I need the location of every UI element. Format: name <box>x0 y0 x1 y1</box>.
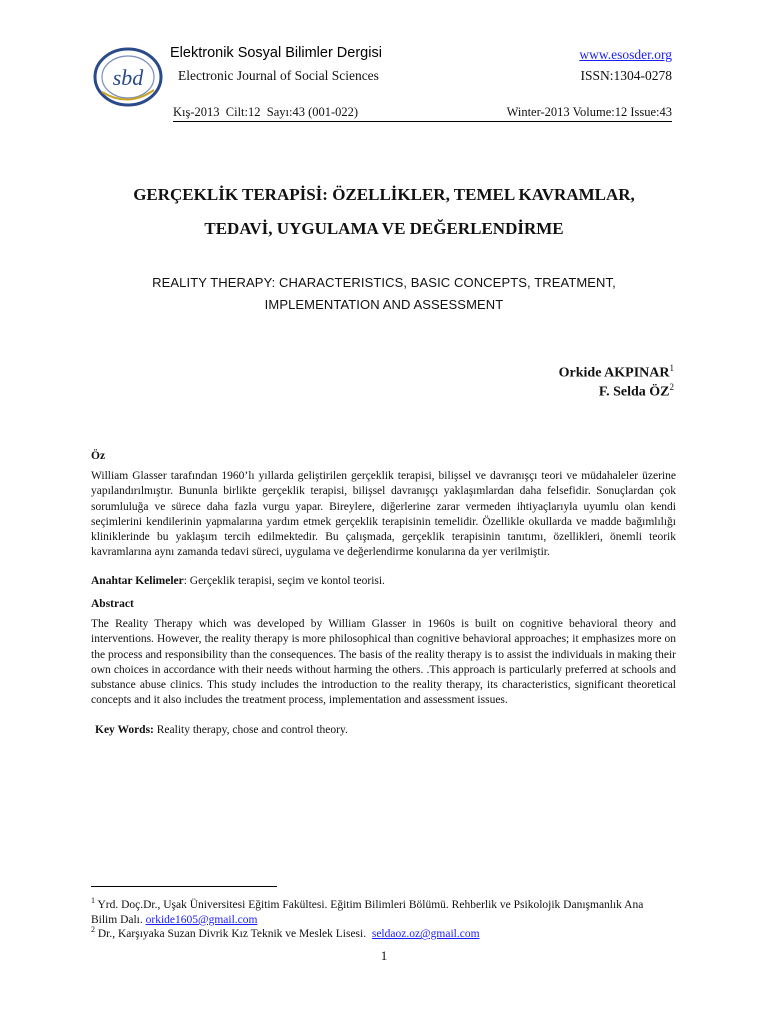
keywords-tr-values: : Gerçeklik terapisi, seçim ve kontol teorisi. <box>183 575 385 587</box>
footnote-2 <box>91 922 651 942</box>
abstract-text: The Reality Therapy which was developed by William Glasser in 1960s is built on cognitive behavioral theory and interventions. However, the reality therapy is more philosophical than cognitive behavioral approaches; it emphasizes more on the process and responsibility than the consequences. The basis of the reality therapy is to assist the individuals in making their own choices in accordance with their needs without harming the others. .This approach is particularly preferred at schools and substance abuse clinics. This study includes the introduction to the reality therapy, its characteristics, significant theoretical concepts and it also includes the treatment process, implementation and assessment issues. <box>91 618 676 707</box>
footnote-rule <box>91 886 277 887</box>
keywords-en-values: Reality therapy, chose and control theory. <box>153 724 348 736</box>
title-tr-line-2: TEDAVİ, UYGULAMA VE DEĞERLENDİRME <box>204 219 564 238</box>
author-1 <box>559 363 674 382</box>
keywords-tr <box>91 575 385 587</box>
oz-heading: Öz <box>91 450 106 462</box>
footnote-2-mark: 2 <box>91 925 95 934</box>
author-2-footnote-mark[interactable]: 2 <box>669 382 674 392</box>
header-rule <box>173 121 672 122</box>
author-2 <box>599 382 674 401</box>
footnote-2-text: Dr., Karşıyaka Suzan Divrik Kız Teknik ve Meslek Lisesi. <box>95 927 372 940</box>
oz-text: William Glasser tarafından 1960’lı yıllarda geliştirilen gerçeklik terapisi, bilişsel ve davranışçı teori ve müdahaleler üzerine yapılandırılmıştır. Bununla birlikte gerçeklik terapisi, bilişsel davranışçı yaklaşımlardan daha felsefidir. Sonuçlardan çok sorumluluğa ve sürece daha fazla vurgu yapar. Bireylere, diğerlerine zarar vermeden ihtiyaçlarıyla uyumlu olan kendi seçimlerini kendilerinin yapmalarına yardım etmek gerçeklik terapisinin temelidir. Özellikle okullarda ve madde bağımlılığı kliniklerinde bu yaklaşım tercih edilmektedir. Bu çalışmada, gerçeklik terapisinin tanıtımı, özellikleri, önemli teorik kavramlarına aynı zamanda tedavi süreci, uygulama ve değerlendirme konularına da yer verilmiştir. <box>91 470 676 559</box>
keywords-en <box>95 724 348 736</box>
keywords-en-label: Key Words: <box>95 724 154 736</box>
issue-info-en: Winter-2013 Volume:12 Issue:43 <box>506 105 672 119</box>
footnote-2-email-link[interactable]: seldaoz.oz@gmail.com <box>371 927 480 940</box>
author-2-name: F. Selda ÖZ <box>598 384 670 400</box>
footnote-1-text: Yrd. Doç.Dr., Uşak Üniversitesi Eğitim Fakültesi. Eğitim Bilimleri Bölümü. Rehberlik ve Psikolojik Danışmanlık Ana Bilim Dalı. <box>91 898 644 926</box>
journal-name-tr: Elektronik Sosyal Bilimler Dergisi <box>170 45 382 61</box>
journal-issn: ISSN:1304-0278 <box>580 68 672 83</box>
title-turkish <box>60 178 708 246</box>
svg-text:sbd: sbd <box>112 65 144 90</box>
keywords-tr-label: Anahtar Kelimeler <box>91 575 184 587</box>
journal-name-en: Electronic Journal of Social Sciences <box>178 68 379 83</box>
title-en-line-1: REALITY THERAPY: CHARACTERISTICS, BASIC CONCEPTS, TREATMENT, <box>152 275 616 290</box>
title-english <box>60 272 708 316</box>
issue-info-tr: Kış-2013 Cilt:12 Sayı:43 (001-022) <box>173 105 359 119</box>
footnote-1-mark: 1 <box>91 896 95 905</box>
title-en-line-2: IMPLEMENTATION AND ASSESSMENT <box>264 297 504 312</box>
author-1-name: Orkide AKPINAR <box>558 365 670 381</box>
footnote-1-email-link[interactable]: orkide1605@gmail.com <box>145 913 258 926</box>
abstract-heading: Abstract <box>91 598 134 610</box>
journal-logo <box>92 46 164 108</box>
author-1-footnote-mark[interactable]: 1 <box>669 363 674 373</box>
page-number: 1 <box>380 948 388 963</box>
title-tr-line-1: GERÇEKLİK TERAPİSİ: ÖZELLİKLER, TEMEL KAVRAMLAR, <box>133 185 635 204</box>
journal-website-link[interactable]: www.esosder.org <box>579 47 672 62</box>
